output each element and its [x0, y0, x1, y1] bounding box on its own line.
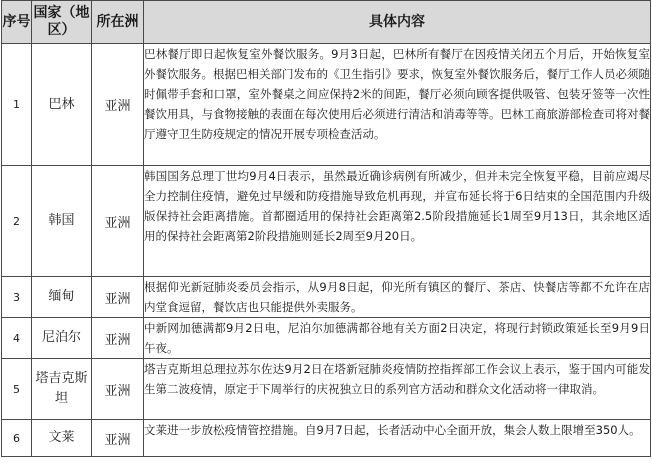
table-row	[2, 420, 651, 457]
row-continent: 亚洲	[92, 318, 144, 359]
row-number: 2	[2, 166, 32, 277]
header-country: 国家（地区）	[32, 1, 92, 44]
row-continent: 亚洲	[92, 166, 144, 277]
row-country: 文莱	[32, 420, 92, 457]
row-details: 根据仰光新冠肺炎委员会指示，从9月8日起，仰光所有镇区的餐厅、茶店、快餐店等都不允许在店内堂食逗留，餐饮店也只能提供外卖服务。	[144, 277, 651, 318]
table-row	[2, 318, 651, 359]
row-details: 巴林餐厅即日起恢复室外餐饮服务。9月3日起，巴林所有餐厅在因疫情关闭五个月后，开始恢复室外餐饮服务。根据巴相关部门发布的《卫生指引》要求，恢复室外餐饮服务后，餐厅工作人员必须随时佩带手套和口罩，室外餐桌之间应保持2米的间距，餐厅必须向顾客提供吸管、包装牙签等一次性餐饮用具，与食物接触的表面在每次使用后必须进行清洁和消毒等等。巴林工商旅游部检查司将对餐厅遵守卫生防疫规定的情况开展专项检查活动。	[144, 44, 651, 166]
row-country: 尼泊尔	[32, 318, 92, 359]
row-country: 缅甸	[32, 277, 92, 318]
row-number: 5	[2, 359, 32, 420]
row-number: 3	[2, 277, 32, 318]
row-country: 塔吉克斯坦	[32, 359, 92, 420]
header-continent: 所在洲	[92, 1, 144, 44]
row-number: 4	[2, 318, 32, 359]
row-continent: 亚洲	[92, 420, 144, 457]
row-details: 文莱进一步放松疫情管控措施。自9月7日起，长者活动中心全面开放，集会人数上限增至350人。	[144, 420, 651, 457]
row-continent: 亚洲	[92, 277, 144, 318]
header-row	[2, 1, 651, 44]
row-details: 塔吉克斯坦总理拉苏尔佐达9月2日在塔新冠肺炎疫情防控指挥部工作会议上表示，鉴于国内可能发生第二波疫情，原定于下周举行的庆祝独立日的系列官方活动和群众文化活动将一律取消。	[144, 359, 651, 420]
row-country: 巴林	[32, 44, 92, 166]
header-number: 序号	[2, 1, 32, 44]
row-continent: 亚洲	[92, 359, 144, 420]
table-row	[2, 44, 651, 166]
row-continent: 亚洲	[92, 44, 144, 166]
header-details: 具体内容	[144, 1, 651, 44]
table-row	[2, 359, 651, 420]
table-row	[2, 166, 651, 277]
row-details: 韩国国务总理丁世均9月4日表示，虽然最近确诊病例有所减少，但并未完全恢复平稳，目前应竭尽全力控制住疫情，避免过早缓和防疫措施导致危机再现，并宣布延长将于6日结束的全国范围内升级版保持社会距离措施。首都圈适用的保持社会距离第2.5阶段措施延长1周至9月13日，其余地区适用的保持社会距离第2阶段措施则延长2周至9月20日。	[144, 166, 651, 277]
row-number: 6	[2, 420, 32, 457]
row-number: 1	[2, 44, 32, 166]
row-country: 韩国	[32, 166, 92, 277]
covid-measures-table	[1, 0, 651, 457]
table-row	[2, 277, 651, 318]
row-details: 中新网加德满都9月2日电，尼泊尔加德满都谷地有关方面2日决定，将现行封锁政策延长至9月9日午夜。	[144, 318, 651, 359]
